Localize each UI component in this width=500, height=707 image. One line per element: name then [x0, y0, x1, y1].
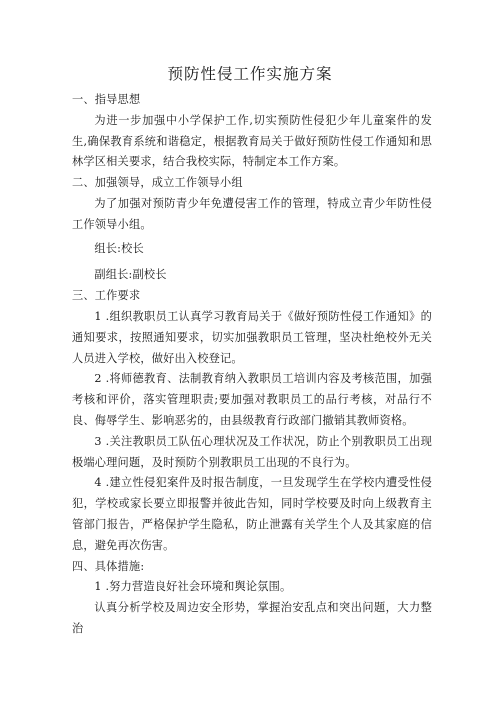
document-body: [72, 90, 432, 640]
paragraph-leadership: 为了加强对预防青少年免遭侵害工作的管理，特成立青少年防性侵工作领导小组。: [72, 196, 432, 231]
measure-item-1: 1 .努力营造良好社会环境和舆论氛围。: [94, 580, 292, 594]
measure-paragraph: 认真分析学校及周边安全形势，掌握治安乱点和突出问题，大力整治: [72, 601, 432, 635]
deputy-leader-line: 副组长:副校长: [94, 268, 167, 282]
requirement-item-2: 2 .将师德教育、法制教育纳入教职员工培训内容及考核范围，加强考核和评价，落实管理职责;要加强对教职员工的品行考核，对品行不良、侮辱学生、影响恶劣的，由县级教育行政部门撤销其教师资格。: [72, 372, 432, 427]
paragraph-guiding-ideology: 为进一步加强中小学保护工作,切实预防性侵犯少年儿童案件的发生,确保教育系统和谐稳定，根据教育局关于做好预防性侵工作通知和思林学区相关要求，结合我校实际，特制定本工作方案。: [72, 113, 432, 169]
requirement-item-3: 3 .关注教职员工队伍心理状况及工作状况，防止个别教职员工出现极端心理问题，及时预防个别教职员工出现的不良行为。: [72, 434, 432, 469]
section-heading-1: 一、指导思想: [72, 93, 141, 106]
document-title: 预防性侵工作实施方案: [167, 65, 333, 83]
section-heading-4: 四、具体措施:: [72, 559, 145, 573]
requirement-item-1: 1 .组织教职员工认真学习教育局关于《做好预防性侵工作通知》的通知要求，按照通知要求，切实加强教职员工管理，坚决杜绝校外无关人员进入学校，做好出入校登记。: [72, 309, 432, 365]
section-heading-2: 二、加强领导，成立工作领导小组: [72, 176, 243, 190]
section-heading-3: 三、工作要求: [72, 289, 141, 303]
requirement-item-4: 4 .建立性侵犯案件及时报告制度，一旦发现学生在学校内遭受性侵犯，学校或家长要立即报警并彼此告知，同时学校要及时向上级教育主管部门报告，严格保护学生隐私，防止泄露有关学生个人及其家庭的信息，避免再次伤害。: [72, 476, 432, 552]
group-leader-line: 组长:校长: [94, 241, 144, 255]
